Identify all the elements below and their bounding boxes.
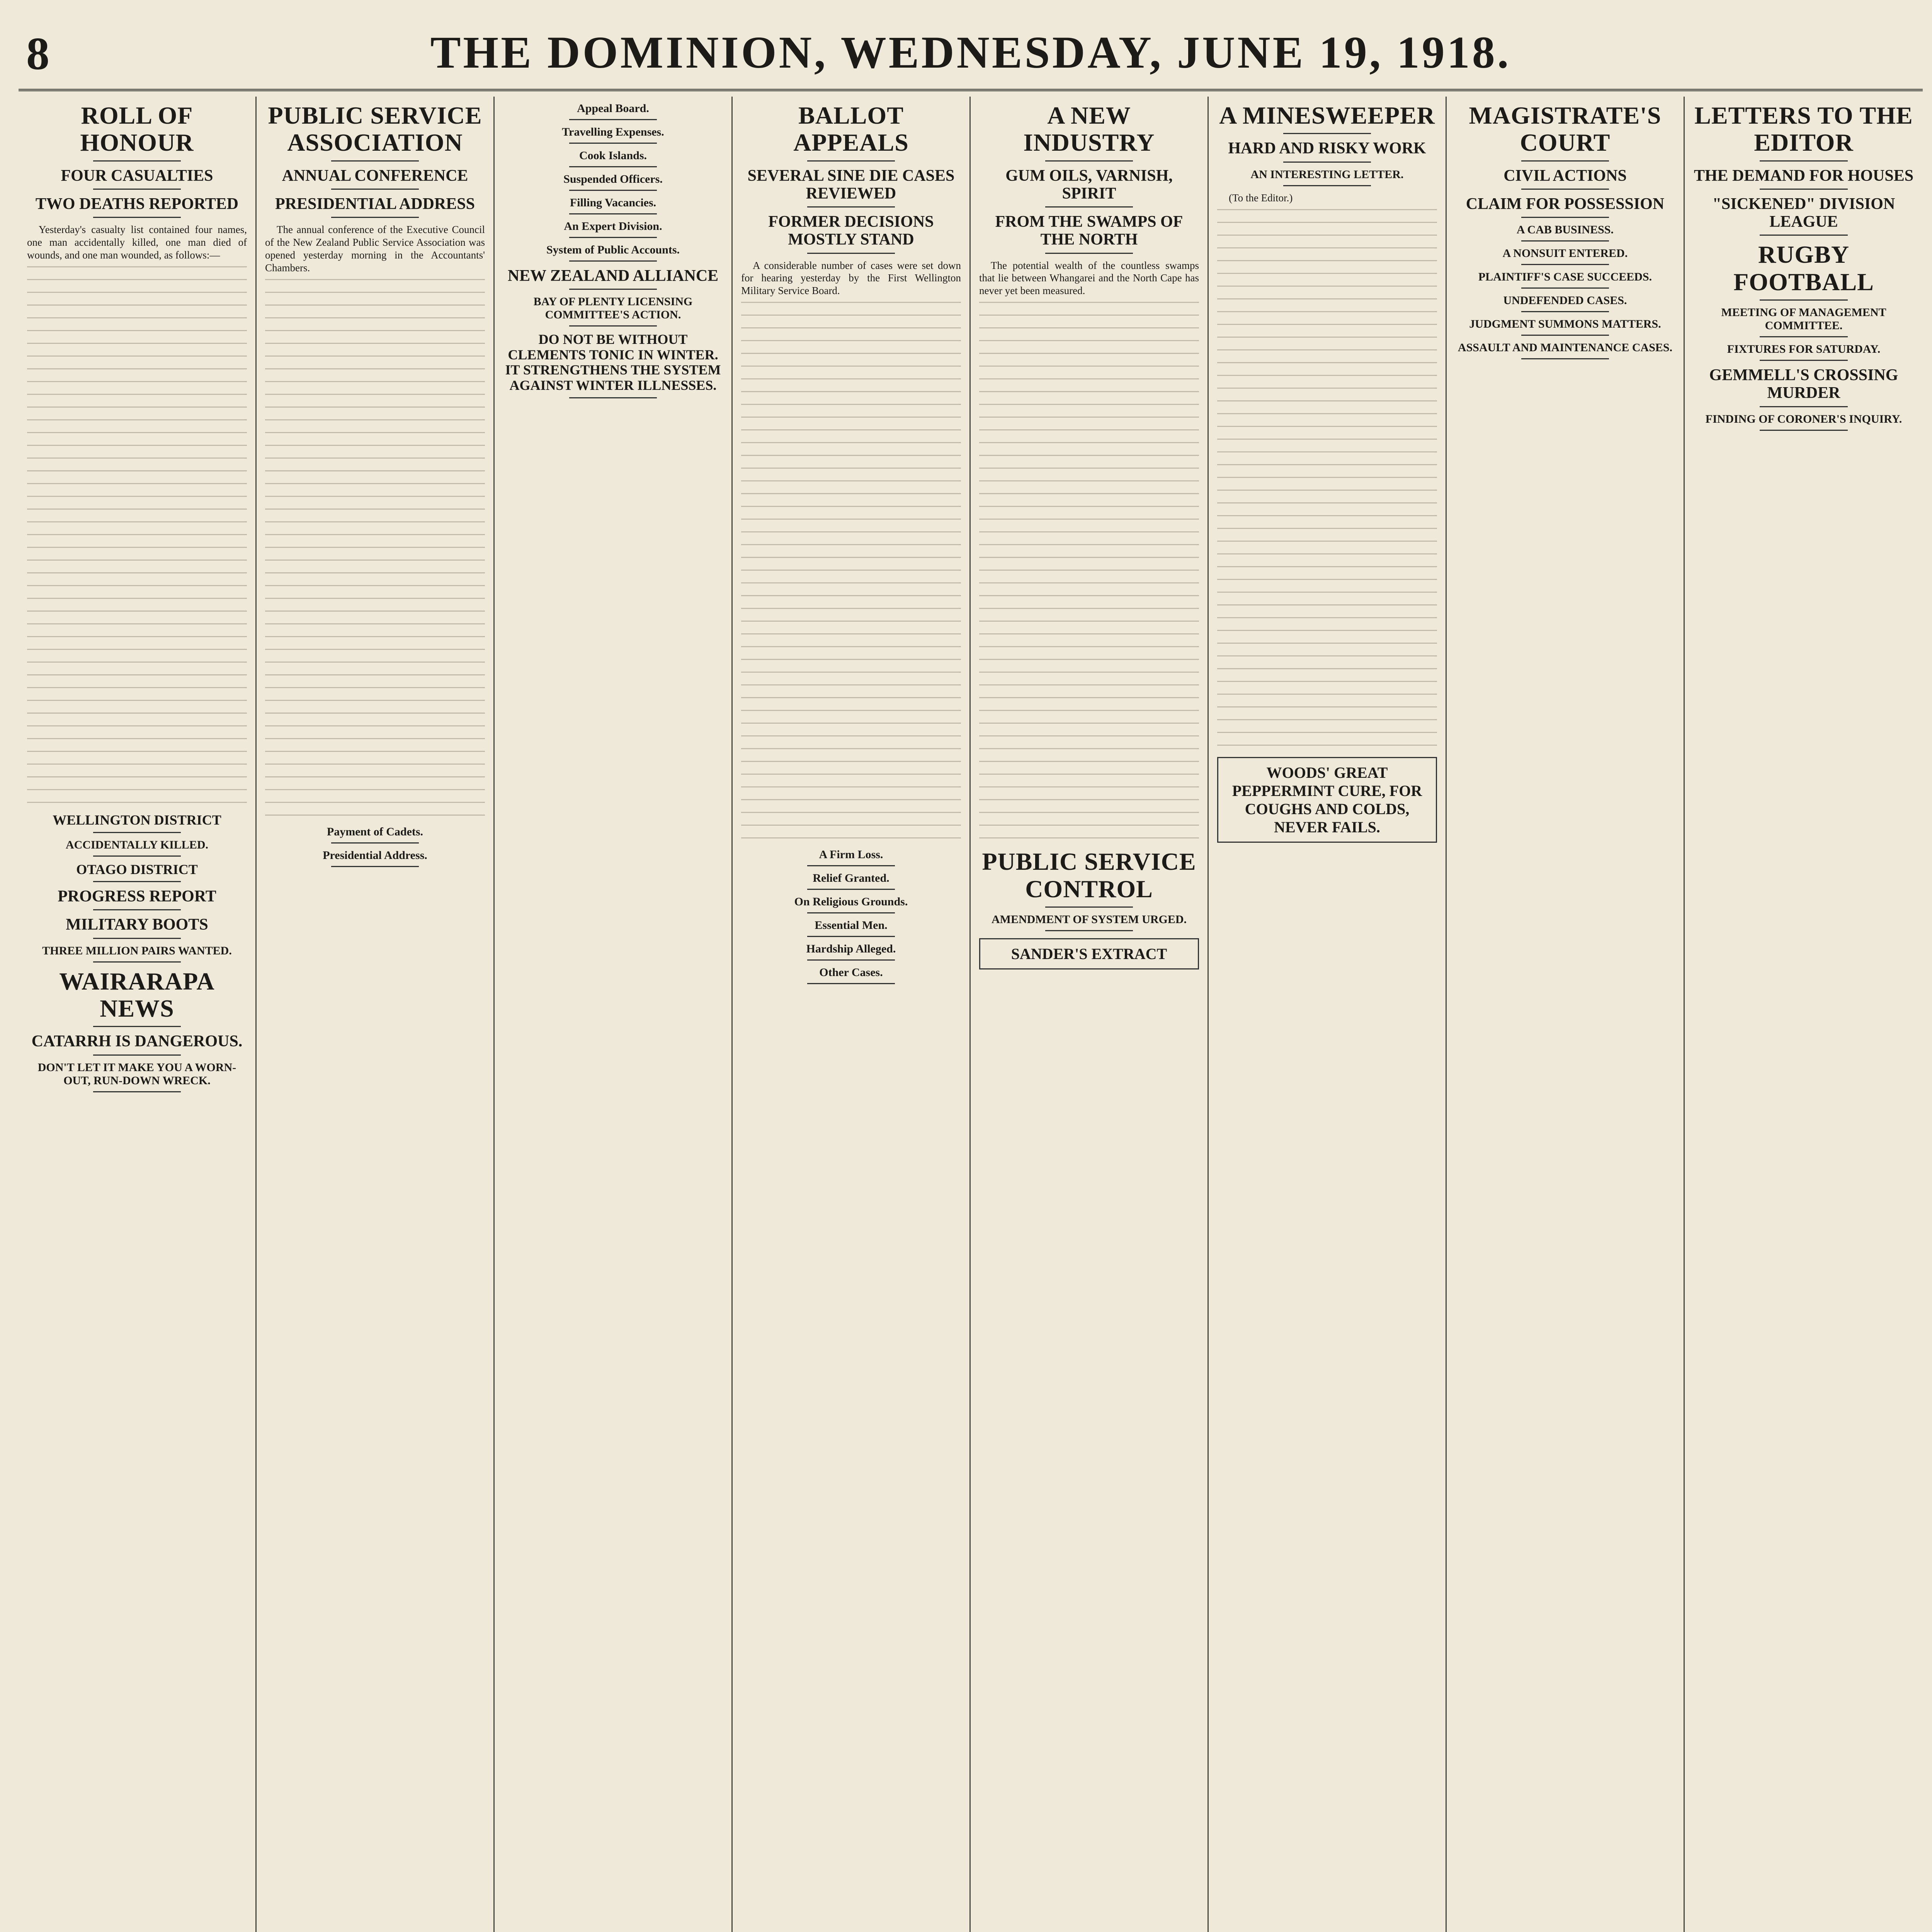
headline: A MINESWEEPER bbox=[1219, 102, 1435, 129]
divider bbox=[93, 1091, 181, 1092]
headline: THE DEMAND FOR HOUSES bbox=[1694, 167, 1914, 185]
divider bbox=[1045, 160, 1133, 162]
headline: LETTERS TO THE EDITOR bbox=[1694, 102, 1913, 156]
subheading: MEETING OF MANAGEMENT COMMITTEE. bbox=[1721, 306, 1886, 332]
headline: PRESIDENTIAL ADDRESS bbox=[275, 195, 475, 213]
subheading: DON'T LET IT MAKE YOU A WORN-OUT, RUN-DOWN WRECK. bbox=[37, 1061, 236, 1087]
subheading: BAY OF PLENTY LICENSING COMMITTEE'S ACTION. bbox=[533, 295, 693, 321]
divider bbox=[331, 217, 419, 218]
headline: DO NOT BE WITHOUT CLEMENTS TONIC IN WINTER. IT STRENGTHENS THE SYSTEM AGAINST WINTER ILLNESSES. bbox=[505, 332, 721, 393]
subheading: Suspended Officers. bbox=[563, 173, 663, 185]
column-7 bbox=[1447, 97, 1685, 1932]
divider bbox=[331, 842, 419, 844]
subheading: An Expert Division. bbox=[564, 220, 662, 233]
divider bbox=[1760, 189, 1848, 190]
column-8 bbox=[1685, 97, 1923, 1932]
divider bbox=[1045, 930, 1133, 931]
headline: PUBLIC SERVICE ASSOCIATION bbox=[268, 102, 482, 156]
divider bbox=[1760, 406, 1848, 407]
subheading: JUDGMENT SUMMONS MATTERS. bbox=[1469, 318, 1661, 331]
divider bbox=[807, 912, 895, 913]
article-text-block bbox=[979, 302, 1199, 843]
divider bbox=[1760, 336, 1848, 337]
column-5 bbox=[971, 97, 1209, 1932]
subheading: Appeal Board. bbox=[577, 102, 649, 115]
subheading: THREE MILLION PAIRS WANTED. bbox=[42, 944, 232, 957]
article-text-block bbox=[27, 266, 247, 807]
article-paragraph: A considerable number of cases were set down for hearing yesterday by the First Wellington Military Service Board. bbox=[741, 259, 961, 297]
divider bbox=[331, 189, 419, 190]
subheading: FINDING OF CORONER'S INQUIRY. bbox=[1705, 412, 1902, 425]
divider bbox=[807, 206, 895, 207]
subheading: AN INTERESTING LETTER. bbox=[1250, 168, 1404, 181]
article-paragraph: The annual conference of the Executive Council of the New Zealand Public Service Association was opened yesterday morning in the Accountants' Chambers. bbox=[265, 224, 485, 274]
subheading: Presidential Address. bbox=[323, 849, 427, 862]
headline: WAIRARAPA NEWS bbox=[59, 967, 215, 1022]
subheading: FIXTURES FOR SATURDAY. bbox=[1727, 343, 1881, 356]
divider bbox=[93, 217, 181, 218]
subheading: Other Cases. bbox=[819, 966, 883, 979]
subheading: Filling Vacancies. bbox=[570, 196, 656, 209]
advertisement-text: SANDER'S EXTRACT bbox=[1011, 945, 1167, 963]
headline: HARD AND RISKY WORK bbox=[1228, 139, 1426, 158]
divider bbox=[807, 865, 895, 866]
headline: A NEW INDUSTRY bbox=[1023, 102, 1155, 156]
divider bbox=[807, 160, 895, 162]
divider bbox=[1760, 360, 1848, 361]
divider bbox=[807, 253, 895, 254]
headline: CATARRH IS DANGEROUS. bbox=[31, 1032, 243, 1051]
divider bbox=[569, 325, 657, 327]
advertisement-text: WOODS' GREAT PEPPERMINT CURE, FOR COUGHS AND COLDS, NEVER FAILS. bbox=[1232, 764, 1422, 836]
divider bbox=[807, 983, 895, 984]
headline: FORMER DECISIONS MOSTLY STAND bbox=[768, 213, 934, 249]
divider bbox=[93, 855, 181, 857]
column-1 bbox=[19, 97, 257, 1932]
article-paragraph: The potential wealth of the countless swamps that lie between Whangarei and the North Cape has never yet been measured. bbox=[979, 259, 1199, 297]
divider bbox=[1521, 358, 1609, 359]
subheading: UNDEFENDED CASES. bbox=[1503, 294, 1627, 307]
subheading: Cook Islands. bbox=[579, 149, 647, 162]
divider bbox=[331, 160, 419, 162]
divider bbox=[1760, 235, 1848, 236]
divider bbox=[1045, 906, 1133, 908]
divider bbox=[93, 961, 181, 963]
article-paragraph: Yesterday's casualty list contained four names, one man accidentally killed, one man died of wounds, and one man wounded, as follows:— bbox=[27, 224, 247, 261]
headline: ROLL OF HONOUR bbox=[80, 102, 194, 156]
divider bbox=[569, 119, 657, 120]
subheading: Essential Men. bbox=[815, 919, 888, 932]
divider bbox=[1521, 335, 1609, 336]
divider bbox=[1521, 160, 1609, 162]
divider bbox=[1045, 253, 1133, 254]
newspaper-page bbox=[19, 15, 1923, 1932]
article-text-block bbox=[741, 302, 961, 843]
headline: MAGISTRATE'S COURT bbox=[1469, 102, 1662, 156]
divider bbox=[1283, 162, 1371, 163]
headline: FOUR CASUALTIES bbox=[61, 167, 213, 185]
advertisement bbox=[979, 938, 1199, 969]
divider bbox=[569, 190, 657, 191]
article-text-block bbox=[265, 279, 485, 820]
newspaper-title: THE DOMINION, WEDNESDAY, JUNE 19, 1918. bbox=[430, 27, 1511, 78]
divider bbox=[569, 260, 657, 262]
subheading: A NONSUIT ENTERED. bbox=[1502, 247, 1628, 260]
headline: ANNUAL CONFERENCE bbox=[282, 167, 468, 185]
subheading: Payment of Cadets. bbox=[327, 825, 423, 838]
divider bbox=[93, 832, 181, 833]
divider bbox=[93, 938, 181, 939]
divider bbox=[569, 166, 657, 167]
headline: WELLINGTON DISTRICT bbox=[53, 812, 221, 828]
divider bbox=[1521, 311, 1609, 312]
headline: GEMMELL'S CROSSING MURDER bbox=[1709, 366, 1898, 402]
divider bbox=[331, 866, 419, 867]
divider bbox=[569, 213, 657, 214]
column-6 bbox=[1209, 97, 1447, 1932]
divider bbox=[93, 160, 181, 162]
headline: CIVIL ACTIONS bbox=[1503, 167, 1627, 185]
divider bbox=[1521, 240, 1609, 242]
article-text-block bbox=[1217, 209, 1437, 750]
headline: BALLOT APPEALS bbox=[793, 102, 909, 156]
headline: "SICKENED" DIVISION LEAGUE bbox=[1712, 195, 1895, 231]
divider bbox=[1521, 287, 1609, 289]
divider bbox=[93, 1026, 181, 1027]
column-4 bbox=[733, 97, 971, 1932]
subheading: AMENDMENT OF SYSTEM URGED. bbox=[991, 913, 1187, 926]
headline: RUGBY FOOTBALL bbox=[1733, 241, 1874, 296]
divider bbox=[1521, 189, 1609, 190]
subheading: Travelling Expenses. bbox=[562, 126, 664, 138]
divider bbox=[93, 881, 181, 882]
headline: MILITARY BOOTS bbox=[66, 916, 208, 934]
subheading: A Firm Loss. bbox=[819, 848, 883, 861]
headline: NEW ZEALAND ALLIANCE bbox=[507, 267, 719, 285]
columns bbox=[19, 97, 1923, 1932]
divider bbox=[569, 289, 657, 290]
advertisement bbox=[1217, 757, 1437, 843]
subheading: ACCIDENTALLY KILLED. bbox=[66, 838, 208, 851]
divider bbox=[93, 189, 181, 190]
divider bbox=[807, 959, 895, 961]
subheading: ASSAULT AND MAINTENANCE CASES. bbox=[1458, 341, 1673, 354]
divider bbox=[1521, 217, 1609, 218]
article-paragraph: (To the Editor.) bbox=[1229, 192, 1293, 204]
masthead bbox=[19, 15, 1923, 91]
divider bbox=[1283, 185, 1371, 186]
divider bbox=[1521, 264, 1609, 265]
divider bbox=[569, 397, 657, 398]
headline: FROM THE SWAMPS OF THE NORTH bbox=[995, 213, 1183, 249]
column-2 bbox=[257, 97, 495, 1932]
column-3 bbox=[495, 97, 733, 1932]
subheading: System of Public Accounts. bbox=[546, 243, 680, 256]
divider bbox=[569, 237, 657, 238]
headline: GUM OILS, VARNISH, SPIRIT bbox=[1005, 167, 1173, 202]
divider bbox=[93, 1054, 181, 1056]
headline: CLAIM FOR POSSESSION bbox=[1466, 195, 1665, 213]
headline: TWO DEATHS REPORTED bbox=[35, 195, 239, 213]
subheading: A CAB BUSINESS. bbox=[1517, 223, 1614, 236]
subheading: PLAINTIFF'S CASE SUCCEEDS. bbox=[1478, 270, 1652, 284]
divider bbox=[93, 909, 181, 910]
headline: SEVERAL SINE DIE CASES REVIEWED bbox=[747, 167, 955, 202]
divider bbox=[569, 143, 657, 144]
headline: OTAGO DISTRICT bbox=[76, 861, 198, 877]
subheading: Relief Granted. bbox=[813, 872, 889, 885]
page-number: 8 bbox=[26, 28, 49, 79]
subheading: On Religious Grounds. bbox=[794, 895, 908, 908]
divider bbox=[1760, 430, 1848, 431]
divider bbox=[807, 889, 895, 890]
divider bbox=[807, 936, 895, 937]
divider bbox=[1760, 160, 1848, 162]
headline: PROGRESS REPORT bbox=[58, 888, 216, 906]
divider bbox=[1760, 299, 1848, 301]
headline: PUBLIC SERVICE CONTROL bbox=[982, 848, 1196, 903]
divider bbox=[1045, 206, 1133, 207]
divider bbox=[1283, 133, 1371, 134]
subheading: Hardship Alleged. bbox=[806, 942, 896, 956]
